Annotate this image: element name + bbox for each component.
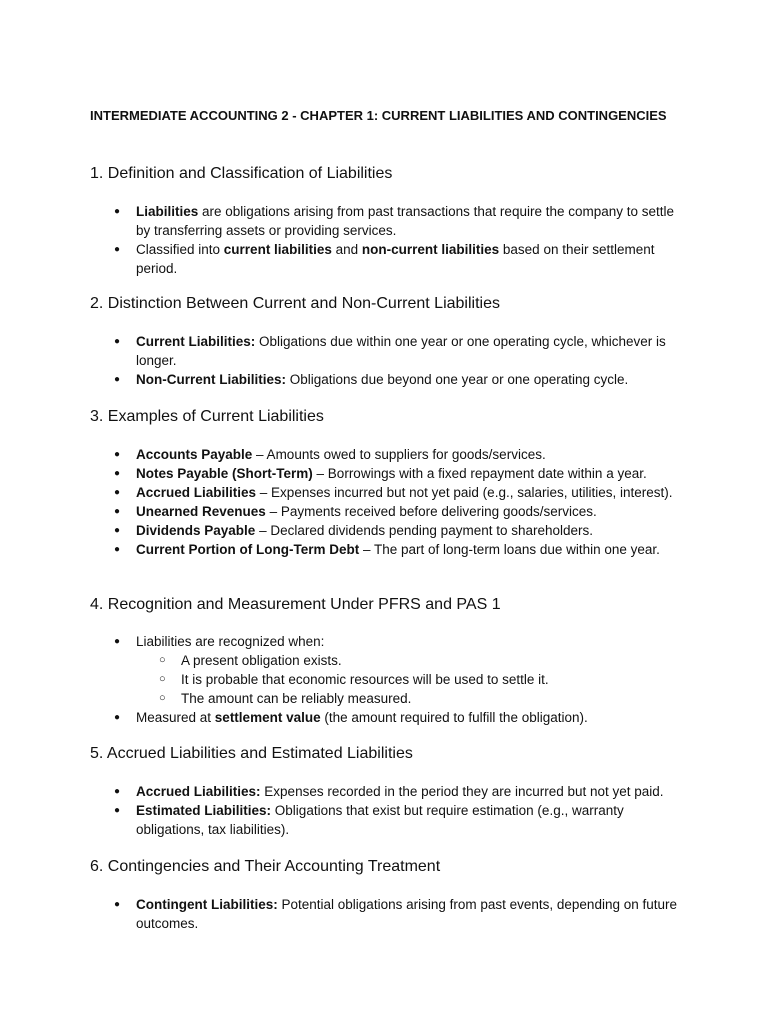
list-item <box>136 464 688 483</box>
list-item <box>136 483 688 502</box>
bold-term: Contingent Liabilities: <box>136 897 278 912</box>
item-text: – Expenses incurred but not yet paid (e.g., salaries, utilities, interest). <box>256 485 673 500</box>
item-text: Obligations due beyond one year or one operating cycle. <box>286 372 629 387</box>
list-item <box>136 540 688 559</box>
item-text: – Declared dividends pending payment to shareholders. <box>255 523 594 538</box>
section-heading-3: 3. Examples of Current Liabilities <box>90 408 324 425</box>
section-2-list <box>136 332 688 389</box>
item-text: and <box>331 242 362 257</box>
section-3-list <box>136 445 688 559</box>
item-text: – Payments received before delivering goods/services. <box>265 504 597 519</box>
bold-term: Notes Payable (Short-Term) <box>136 466 313 481</box>
bold-term: Current Liabilities: <box>136 334 256 349</box>
item-text: Obligations that exist but require estimation (e.g., warranty obligations, tax liabilities). <box>136 803 624 837</box>
section-4-list <box>136 632 688 727</box>
list-item <box>136 895 688 933</box>
list-item <box>136 521 688 540</box>
item-text: Classified into <box>136 242 224 257</box>
list-item <box>136 801 688 839</box>
bold-term: Estimated Liabilities: <box>136 803 272 818</box>
section-heading-2: 2. Distinction Between Current and Non-Current Liabilities <box>90 295 500 312</box>
bold-term: Dividends Payable <box>136 523 256 538</box>
bold-term: Non-Current Liabilities: <box>136 372 287 387</box>
item-text: – Borrowings with a fixed repayment date within a year. <box>312 466 647 481</box>
item-text: – The part of long-term loans due within one year. <box>359 542 660 557</box>
list-item <box>136 782 688 801</box>
bold-term: settlement value <box>214 710 321 725</box>
section-heading-1: 1. Definition and Classification of Liabilities <box>90 165 393 182</box>
section-6-list <box>136 895 688 933</box>
item-text: Potential obligations arising from past events, depending on future outcomes. <box>136 897 678 931</box>
sub-list-item: ○ It is probable that economic resources will be used to settle it. <box>181 670 688 689</box>
bold-term: Accounts Payable <box>136 447 253 462</box>
list-item <box>136 202 688 240</box>
list-item <box>136 240 688 278</box>
bold-term: Liabilities <box>136 204 199 219</box>
section-heading-5: 5. Accrued Liabilities and Estimated Liabilities <box>90 745 413 762</box>
item-text: Measured at <box>136 710 215 725</box>
item-text: (the amount required to fulfill the obligation). <box>320 710 588 725</box>
sub-list-item: ○ A present obligation exists. <box>181 651 688 670</box>
list-item <box>136 332 688 370</box>
list-item <box>136 632 688 708</box>
item-text: based on their settlement period. <box>136 242 655 276</box>
bold-term: non-current liabilities <box>361 242 500 257</box>
document-title: INTERMEDIATE ACCOUNTING 2 - CHAPTER 1: CURRENT LIABILITIES AND CONTINGENCIES <box>90 108 667 123</box>
item-text: Expenses recorded in the period they are incurred but not yet paid. <box>260 784 664 799</box>
bold-term: Accrued Liabilities <box>136 485 257 500</box>
item-text: are obligations arising from past transactions that require the company to settle by transferring assets or providing services. <box>136 204 675 238</box>
sub-list <box>136 651 688 708</box>
item-text: Obligations due within one year or one operating cycle, whichever is longer. <box>136 334 666 368</box>
bold-term: current liabilities <box>223 242 332 257</box>
section-heading-4: 4. Recognition and Measurement Under PFRS and PAS 1 <box>90 596 501 613</box>
sub-list-item: ○ The amount can be reliably measured. <box>181 689 688 708</box>
section-heading-6: 6. Contingencies and Their Accounting Treatment <box>90 858 441 875</box>
list-item <box>136 445 688 464</box>
item-text: Liabilities are recognized when: <box>136 634 325 649</box>
bold-term: Current Portion of Long-Term Debt <box>136 542 360 557</box>
item-text: – Amounts owed to suppliers for goods/services. <box>252 447 546 462</box>
list-item <box>136 370 688 389</box>
section-5-list <box>136 782 688 839</box>
bold-term: Accrued Liabilities: <box>136 784 261 799</box>
list-item <box>136 708 688 727</box>
section-1-list <box>136 202 688 278</box>
list-item <box>136 502 688 521</box>
bold-term: Unearned Revenues <box>136 504 266 519</box>
